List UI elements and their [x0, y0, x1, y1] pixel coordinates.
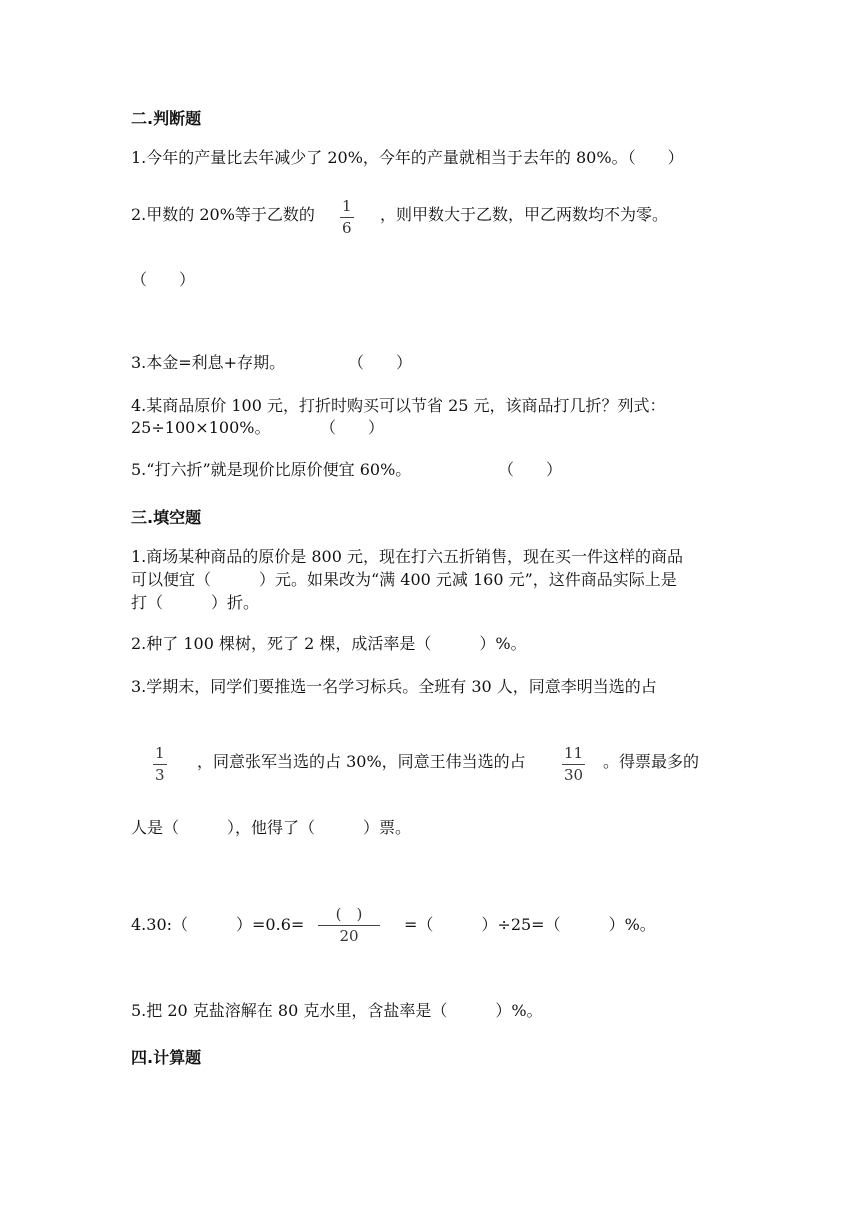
fill-question-1-line-2: 可以便宜（ ）元。如果改为“满 400 元减 160 元”，这件商品实际上是: [131, 570, 677, 589]
fraction-bar: [340, 217, 354, 218]
judgement-question-5: 5.“打六折”就是现价比原价便宜 60%。: [131, 460, 412, 479]
fraction-denominator: 6: [342, 219, 352, 237]
fill-question-4-text: 4.30:（ ）=0.6=: [131, 915, 305, 934]
fraction-eleven-thirtieths: [562, 745, 585, 784]
fraction-bar: [153, 764, 167, 765]
answer-paren: （ ）: [498, 460, 563, 479]
judgement-question-4-line-2: 25÷100×100%。: [131, 418, 271, 437]
fill-question-1-line-3: 打（ ）折。: [131, 593, 260, 612]
fill-question-5: 5.把 20 克盐溶解在 80 克水里，含盐率是（ ）%。: [131, 1001, 543, 1020]
fraction-denominator: 30: [564, 766, 584, 784]
fraction-one-third: [153, 745, 167, 784]
answer-paren: （ ）: [320, 418, 385, 437]
fraction-denominator: 3: [155, 766, 165, 784]
fraction-numerator: 1: [342, 197, 352, 215]
fill-question-3-line-2: ，同意张军当选的占 30%，同意王伟当选的占: [197, 752, 526, 771]
fraction-numerator: ( ): [335, 905, 363, 923]
fraction-numerator: 1: [155, 744, 165, 762]
fraction-blank-over-twenty: [318, 906, 380, 945]
judgement-question-3: 3.本金=利息+存期。: [131, 353, 286, 372]
fill-question-1-line-1: 1.商场某种商品的原价是 800 元，现在打六五折销售，现在买一件这样的商品: [131, 547, 683, 566]
fraction-one-sixth: [340, 198, 354, 237]
section-heading-fill-blank: 三.填空题: [131, 508, 202, 527]
fill-question-3-line-1: 3.学期末，同学们要推选一名学习标兵。全班有 30 人，同意李明当选的占: [131, 677, 657, 696]
answer-paren: （ ）: [348, 353, 413, 372]
judgement-question-4-line-1: 4.某商品原价 100 元，打折时购买可以节省 25 元，该商品打几折？列式：: [131, 396, 666, 415]
fill-question-2: 2.种了 100 棵树，死了 2 棵，成活率是（ ）%。: [131, 634, 527, 653]
fraction-numerator: 11: [564, 744, 584, 762]
judgement-question-1: 1.今年的产量比去年减少了 20%，今年的产量就相当于去年的 80%。（ ）: [131, 148, 684, 167]
fill-question-3-line-2-end: 。得票最多的: [603, 752, 700, 771]
fill-question-3-line-3: 人是（ ），他得了（ ）票。: [131, 818, 412, 837]
fraction-denominator: 20: [339, 927, 359, 945]
judgement-question-2-text: 2.甲数的 20%等于乙数的: [131, 205, 315, 224]
fill-question-4-rest: =（ ）÷25=（ ）%。: [404, 915, 656, 934]
judgement-question-2-rest: ，则甲数大于乙数，甲乙两数均不为零。: [380, 205, 669, 224]
fraction-bar: [318, 925, 380, 926]
fraction-bar: [562, 764, 585, 765]
section-heading-judgement: 二.判断题: [131, 109, 202, 128]
answer-paren: （ ）: [131, 270, 196, 289]
section-heading-calculation: 四.计算题: [131, 1048, 202, 1067]
